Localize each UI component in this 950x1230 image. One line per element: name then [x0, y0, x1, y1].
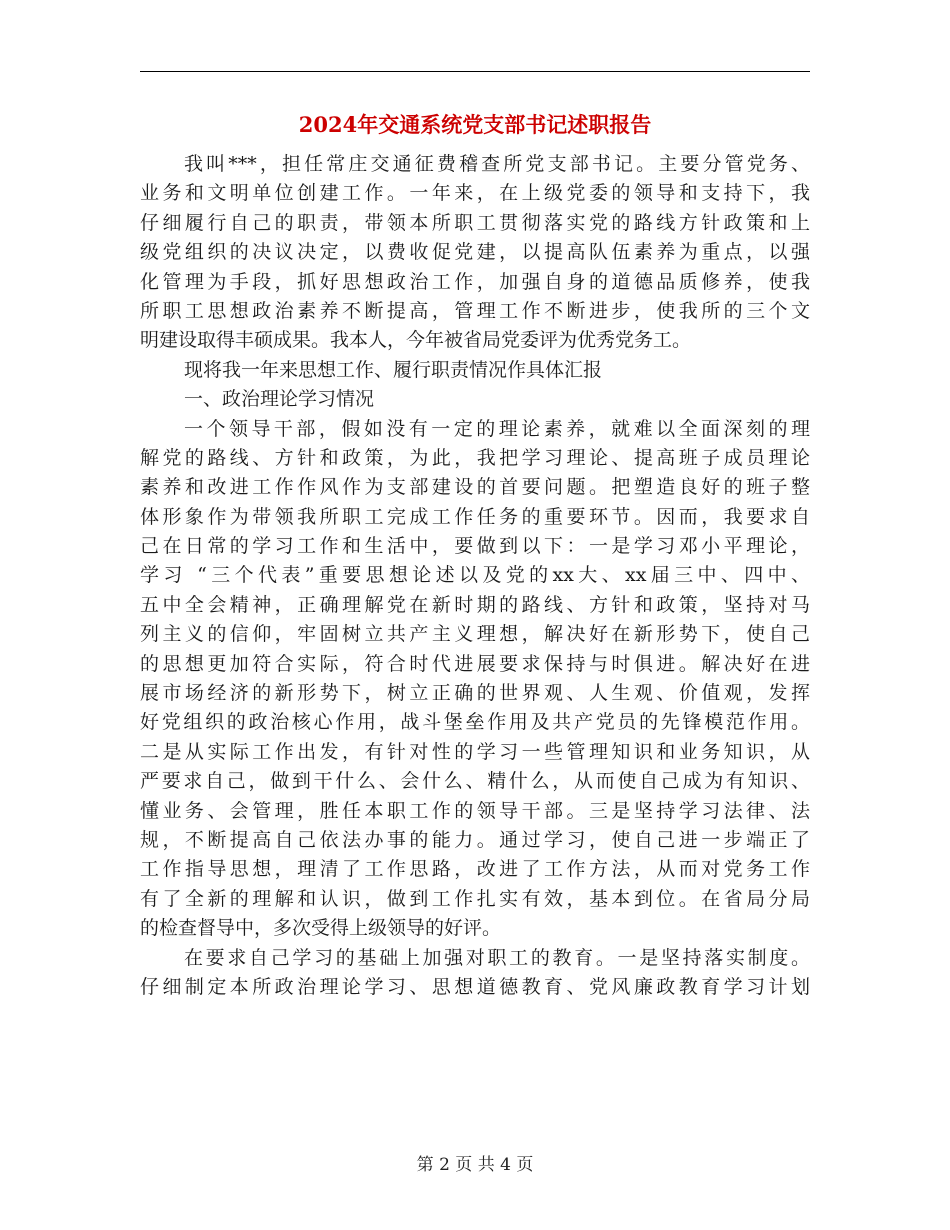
- body-line: 规，不断提高自己依法办事的能力。通过学习，使自己进一步端正了: [140, 828, 810, 851]
- body-line: 好党组织的政治核心作用，战斗堡垒作用及共产党员的先锋模范作用。: [140, 711, 810, 734]
- body-line: 懂业务、会管理，胜任本职工作的领导干部。三是坚持学习法律、法: [140, 799, 810, 822]
- body-line: 工作指导思想，理清了工作思路，改进了工作方法，从而对党务工作: [140, 858, 810, 881]
- body-line: 素养和改进工作作风作为支部建设的首要问题。把塑造良好的班子整: [140, 476, 810, 499]
- body-line: 现将我一年来思想工作、履行职责情况作具体汇报: [184, 358, 603, 381]
- body-line: 严要求自己，做到干什么、会什么、精什么，从而使自己成为有知识、: [140, 770, 810, 793]
- body-line: 一、政治理论学习情况: [184, 388, 375, 411]
- body-line: 的思想更加符合实际，符合时代进展要求保持与时俱进。解决好在进: [140, 652, 810, 675]
- body-line: 展市场经济的新形势下，树立正确的世界观、人生观、价值观，发挥: [140, 682, 810, 705]
- body-line: 己在日常的学习工作和生活中，要做到以下：一是学习邓小平理论，: [140, 535, 810, 558]
- body-line: 二是从实际工作出发，有针对性的学习一些管理知识和业务知识，从: [140, 740, 810, 763]
- body-line: 所职工思想政治素养不断提高，管理工作不断进步，使我所的三个文: [140, 299, 810, 322]
- body-line: 学习 “三个代表”重要思想论述以及党的xx大、xx届三中、四中、: [140, 564, 810, 587]
- body-line: 体形象作为带领我所职工完成工作任务的重要环节。因而，我要求自: [140, 505, 810, 528]
- body-line: 五中全会精神，正确理解党在新时期的路线、方针和政策，坚持对马: [140, 593, 810, 616]
- body-line: 化管理为手段，抓好思想政治工作，加强自身的道德品质修养，使我: [140, 270, 810, 293]
- body-line: 仔细履行自己的职责，带领本所职工贯彻落实党的路线方针政策和上: [140, 211, 810, 234]
- header-rule: [140, 71, 810, 72]
- page-footer: 第 2 页 共 4 页: [416, 1155, 534, 1175]
- body-line: 明建设取得丰硕成果。我本人，今年被省局党委评为优秀党务工。: [140, 329, 692, 352]
- body-line: 列主义的信仰，牢固树立共产主义理想，解决好在新形势下，使自己: [140, 623, 810, 646]
- document-title: 2024年交通系统党支部书记述职报告: [298, 112, 652, 137]
- body-line: 我叫***，担任常庄交通征费稽查所党支部书记。主要分管党务、: [184, 153, 810, 175]
- body-line: 一个领导干部，假如没有一定的理论素养，就难以全面深刻的理: [184, 417, 810, 440]
- body-line: 业务和文明单位创建工作。一年来，在上级党委的领导和支持下，我: [140, 182, 810, 205]
- body-line: 解党的路线、方针和政策，为此，我把学习理论、提高班子成员理论: [140, 446, 810, 469]
- body-line: 有了全新的理解和认识，做到工作扎实有效，基本到位。在省局分局: [140, 887, 810, 910]
- body-line: 在要求自己学习的基础上加强对职工的教育。一是坚持落实制度。: [184, 946, 810, 969]
- body-line: 级党组织的决议决定，以费收促党建，以提高队伍素养为重点，以强: [140, 241, 810, 264]
- body-line: 仔细制定本所政治理论学习、思想道德教育、党风廉政教育学习计划: [140, 975, 810, 998]
- document-body: [140, 150, 810, 1002]
- body-line: 的检查督导中，多次受得上级领导的好评。: [140, 917, 502, 940]
